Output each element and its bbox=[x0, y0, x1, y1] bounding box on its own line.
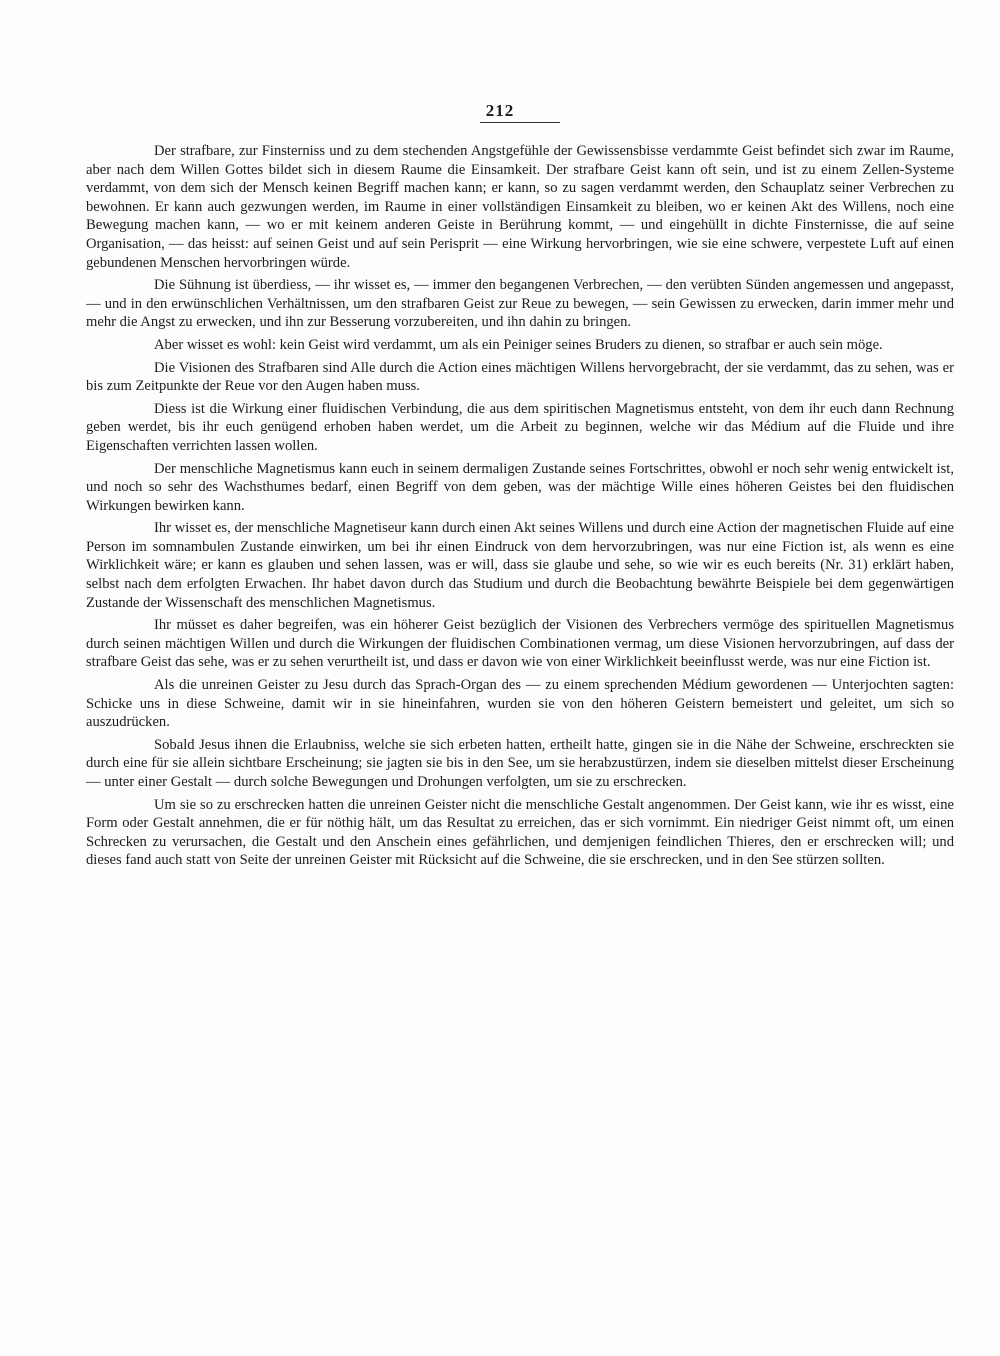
paragraph: Aber wisset es wohl: kein Geist wird verdammt, um als ein Peiniger seines Bruders zu dienen, so strafbar er auch sein möge. bbox=[154, 336, 883, 353]
paragraph: Ihr wisset es, der menschliche Magnetiseur kann durch einen Akt seines Willens und durch eine Action der magnetischen Fluide auf eine Person im somnambulen Zustande einwirken, um bei ihr einen Eindruck von dem hervorzubringen, was nur eine Fiction ist, als wenn es eine Wirklichkeit wäre; er kann es glauben und sehen lassen, was er will, dass sie glaube und sehe, so wie wir es euch bereits (Nr. 31) erklärt haben, selbst nach dem erfolgten Erwachen. Ihr habet davon durch das Studium und durch die Beobachtung bewährte Beispiele bei dem gegenwärtigen Zustande der Wissenschaft des menschlichen Magnetismus. bbox=[86, 520, 954, 611]
paragraph: Ihr müsset es daher begreifen, was ein höherer Geist bezüglich der Visionen des Verbrechers vermöge des spirituellen Magnetismus durch seinen mächtigen Willen und durch die Wirkungen der fluidischen Combinationen vermag, um diese Visionen hervorzubringen, auf dass der strafbare Geist das sehe, was er zu sehen verurtheilt ist, und dass er davon wie von einer Wirklichkeit beeinflusst werde, was nur eine Fiction ist. bbox=[86, 617, 954, 671]
paragraph: Die Sühnung ist überdiess, — ihr wisset es, — immer den begangenen Verbrechen, — den verübten Sünden angemessen und angepasst, — und in den erwünschlichen Verhältnissen, um den strafbaren Geist zur Reue zu bewegen, — sein Gewissen zu erwecken, darin immer mehr und mehr die Angst zu erwecken, und ihn zur Besserung vorzubereiten, und ihn dahin zu bringen. bbox=[86, 277, 954, 331]
paragraph: Sobald Jesus ihnen die Erlaubniss, welche sie sich erbeten hatten, ertheilt hatte, gingen sie in die Nähe der Schweine, erschreckten sie durch eine für sie allein sichtbare Erscheinung; sie jagten sie bis in den See, um sie herabzustürzen, indem sie dieselben mittelst dieser Erscheinung — unter einer Gestalt — durch solche Bewegungen und Drohungen verfolgten, um sie zu erschrecken. bbox=[86, 736, 954, 790]
paragraph: Der strafbare, zur Finsterniss und zu dem stechenden Angstgefühle der Gewissensbisse verdammte Geist befindet sich zwar im Raume, aber nach dem Willen Gottes bildet sich in diesem Raume die Einsamkeit. Der strafbare Geist kann oft sein, und ist zu einem Zellen-Systeme verdammt, von dem sich der Mensch keinen Begriff machen kann; er kann, so zu sagen verdammt werden, den Schauplatz seiner Verbrechen zu bewohnen. Er kann auch gezwungen werden, im Raume in einer vollständigen Einsamkeit zu bleiben, wo er keinen Akt des Willens, noch eine Bewegung machen kann, — wo er mit keinem anderen Geiste in Berührung kommt, — und eingehüllt in dichte Finsternisse, die auf seine Organisation, — das heisst: auf seinen Geist und auf sein Perisprit — eine Wirkung hervorbringen, wie sie eine schwere, verpestete Luft auf einen gebundenen Menschen hervorbringen würde. bbox=[86, 143, 954, 271]
paragraph: Der menschliche Magnetismus kann euch in seinem dermaligen Zustande seines Fortschrittes, obwohl er noch sehr wenig entwickelt ist, und noch so sehr des Wachsthumes bedarf, einen Begriff von dem geben, was der mächtige Wille eines höheren Geistes bei den fluidischen Wirkungen bewirken kann. bbox=[86, 460, 954, 514]
page-number-rule bbox=[480, 122, 560, 123]
paragraph: Um sie so zu erschrecken hatten die unreinen Geister nicht die menschliche Gestalt angenommen. Der Geist kann, wie ihr es wisst, eine Form oder Gestalt annehmen, die er für nöthig hält, um das Resultat zu erreichen, das er sich vornimmt. Ein niedriger Geist nimmt oft, um einen Schrecken zu verursachen, die Gestalt und den Anschein eines gefährlichen, und demjenigen feindlichen Thieres, den er erschrecken will; und dieses fand auch statt von Seite der unreinen Geister mit Rücksicht auf die Schweine, die sie erschrecken, und in den See stürzen sollten. bbox=[86, 796, 954, 869]
page-number: 212 bbox=[485, 101, 515, 120]
paragraph: Diess ist die Wirkung einer fluidischen Verbindung, die aus dem spiritischen Magnetismus entsteht, von dem ihr euch dann Rechnung geben werdet, bis ihr euch genügend erhoben haben werdet, um die Arbeit zu beginnen, welche wir das Médium auf die Fluide und ihre Eigenschaften verrichten lassen wollen. bbox=[86, 400, 954, 454]
paragraph: Die Visionen des Strafbaren sind Alle durch die Action eines mächtigen Willens hervorgebracht, der sie verdammt, das zu sehen, was er bis zum Zeitpunkte der Reue vor den Augen haben muss. bbox=[86, 359, 954, 395]
paragraph: Als die unreinen Geister zu Jesu durch das Sprach-Organ des — zu einem sprechenden Médium gewordenen — Unterjochten sagten: Schicke uns in diese Schweine, damit wir in sie hineinfahren, wurden sie von den höheren Geistern bemeistert und geleitet, um sich so auszudrücken. bbox=[86, 677, 954, 731]
body-text bbox=[86, 142, 954, 874]
